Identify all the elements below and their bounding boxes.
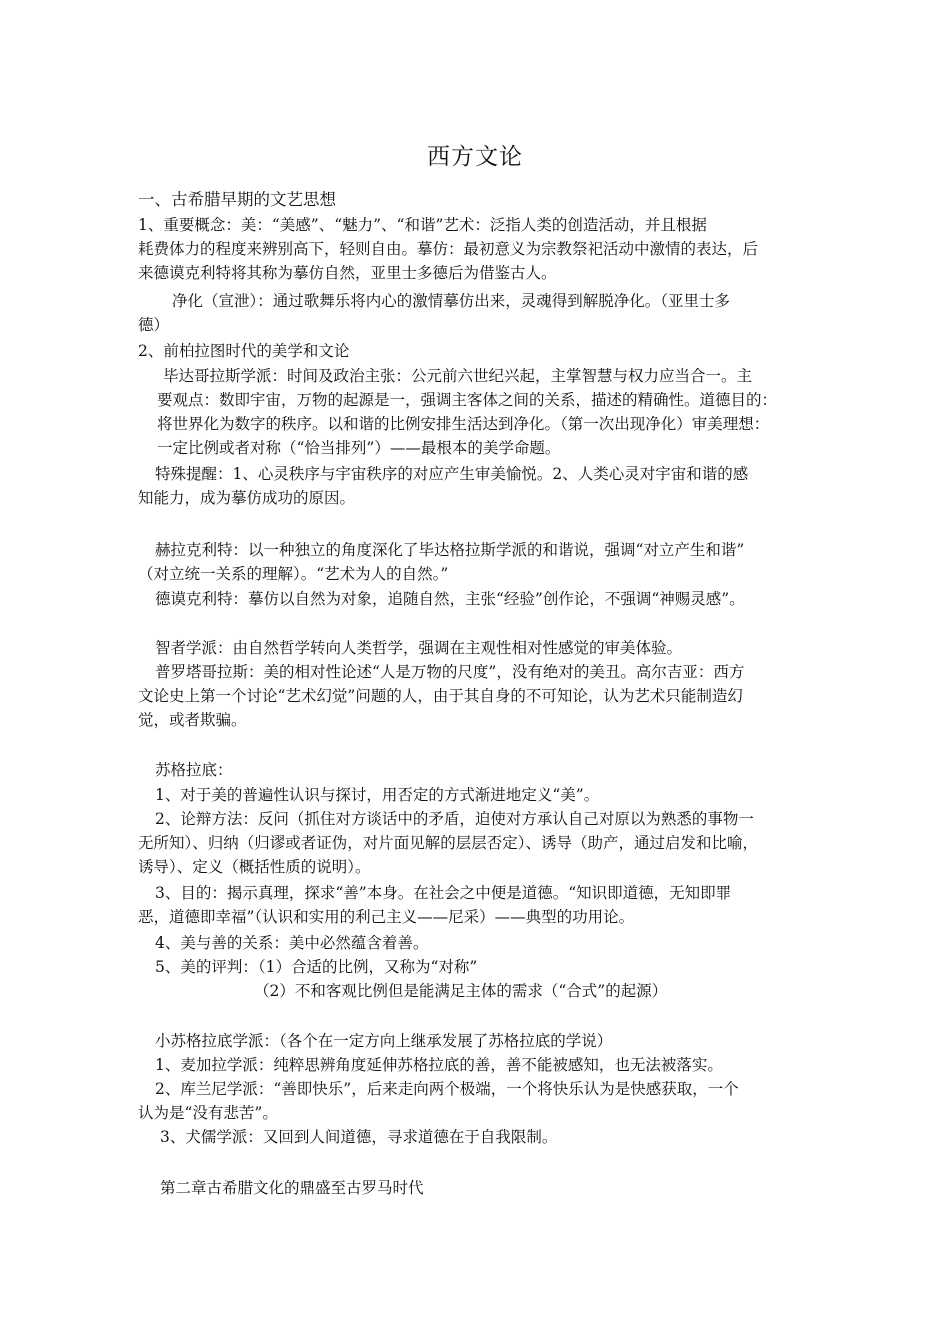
paragraph-socrates-2 — [138, 807, 838, 879]
text-line: 诱导）、定义（概括性质的说明）。 — [138, 858, 371, 876]
text-line: 德） — [138, 316, 170, 334]
text-line: 1、对于美的普遍性认识与探讨，用否定的方式渐进地定义“美”。 — [155, 786, 600, 804]
text-line: 2、库兰尼学派：“善即快乐”，后来走向两个极端，一个将快乐认为是快感获取，一个 — [155, 1080, 739, 1098]
text-line: 文论史上第一个讨论“艺术幻觉”问题的人，由于其自身的不可知论，认为艺术只能制造幻 — [138, 687, 743, 705]
paragraph-democritus — [138, 587, 838, 611]
text-line: 2、前柏拉图时代的美学和文论 — [138, 342, 350, 360]
paragraph-protagoras — [138, 660, 838, 732]
paragraph-socrates-1 — [138, 783, 838, 807]
text-line: 觉，或者欺骗。 — [138, 711, 247, 729]
text-line: 认为是“没有悲苦”。 — [138, 1104, 278, 1122]
text-line: 普罗塔哥拉斯：美的相对性论述“人是万物的尺度”，没有绝对的美丑。高尔吉亚：西方 — [155, 663, 745, 681]
text-line: 智者学派：由自然哲学转向人类哲学，强调在主观性相对性感觉的审美体验。 — [155, 639, 683, 657]
paragraph-socrates-5 — [138, 955, 838, 1003]
text-line: 赫拉克利特：以一种独立的角度深化了毕达格拉斯学派的和谐说，强调“对立产生和谐” — [155, 541, 745, 559]
text-line: （对立统一关系的理解）。“艺术为人的自然。” — [138, 565, 449, 583]
text-line: （2）不和客观比例但是能满足主体的需求（“合式”的起源） — [254, 982, 668, 1000]
text-line: 来德谟克利特将其称为摹仿自然，亚里士多德后为借鉴古人。 — [138, 264, 557, 282]
text-line: 要观点：数即宇宙，万物的起源是一，强调主客体之间的关系，描述的精确性。道德目的： — [157, 391, 778, 409]
text-line: 2、论辩方法：反问（抓住对方谈话中的矛盾，迫使对方承认自己对原以为熟悉的事物一 — [155, 810, 754, 828]
document-title: 西方文论 — [427, 144, 523, 170]
paragraph-sophists — [138, 636, 838, 660]
text-line: 知能力，成为摹仿成功的原因。 — [138, 489, 356, 507]
text-line: 恶，道德即幸福”（认识和实用的利己主义——尼采）——典型的功用论。 — [138, 908, 635, 926]
text-line: 德谟克利特：摹仿以自然为对象，追随自然，主张“经验”创作论，不强调“神赐灵感”。 — [155, 590, 745, 608]
section-heading — [138, 188, 838, 212]
paragraph-pythagoras — [157, 364, 857, 460]
paragraph-purification — [138, 289, 838, 337]
text-line: 3、目的：揭示真理，探求“善”本身。在社会之中便是道德。“知识即道德，无知即罪 — [155, 884, 732, 902]
text-line: 4、美与善的关系：美中必然蕴含着善。 — [155, 934, 429, 952]
paragraph-socrates-heading — [138, 758, 838, 782]
text-line: 3、犬儒学派：又回到人间道德，寻求道德在于自我限制。 — [160, 1128, 558, 1146]
text-line: 特殊提醒：1、心灵秩序与宇宙秩序的对应产生审美愉悦。2、人类心灵对宇宙和谐的感 — [155, 465, 749, 483]
text-line: 苏格拉底： — [155, 761, 233, 779]
paragraph-special-note — [138, 462, 838, 510]
text-line: 净化（宣泄）：通过歌舞乐将内心的激情摹仿出来，灵魂得到解脱净化。（亚里士多 — [172, 292, 731, 310]
paragraph-heraclitus — [138, 538, 838, 586]
text-line: 耗费体力的程度来辨别高下，轻则自由。摹仿：最初意义为宗教祭祀活动中激情的表达，后 — [138, 240, 759, 258]
text-line: 1、麦加拉学派：纯粹思辨角度延伸苏格拉底的善，善不能被感知，也无法被落实。 — [155, 1056, 723, 1074]
text-line: 小苏格拉底学派：（各个在一定方向上继承发展了苏格拉底的学说） — [155, 1032, 613, 1050]
text-line: 第二章古希腊文化的鼎盛至古罗马时代 — [160, 1179, 424, 1197]
text-line: 一定比例或者对称（“恰当排列”）——最根本的美学命题。 — [157, 439, 561, 457]
text-line: 1、重要概念：美：“美感”、“魅力”、“和谐”艺术：泛指人类的创造活动，并且根据 — [138, 216, 707, 234]
paragraph-minor-socratics — [138, 1029, 838, 1149]
paragraph-pre-plato-heading — [138, 339, 838, 363]
text-line: 将世界化为数字的秩序。以和谐的比例安排生活达到净化。（第一次出现净化）审美理想： — [157, 415, 770, 433]
section-1-heading: 一、古希腊早期的文艺思想 — [138, 190, 336, 209]
paragraph-socrates-3 — [138, 881, 838, 929]
paragraph-socrates-4 — [138, 931, 838, 955]
chapter-2-heading — [138, 1176, 838, 1200]
text-line: 毕达哥拉斯学派：时间及政治主张：公元前六世纪兴起，主掌智慧与权力应当合一。主 — [163, 367, 753, 385]
paragraph-key-concepts — [138, 213, 838, 285]
text-line: 无所知）、归纳（归谬或者证伪，对片面见解的层层否定）、诱导（助产，通过启发和比喻， — [138, 834, 759, 852]
text-line: 5、美的评判：（1）合适的比例，又称为“对称” — [155, 958, 478, 976]
